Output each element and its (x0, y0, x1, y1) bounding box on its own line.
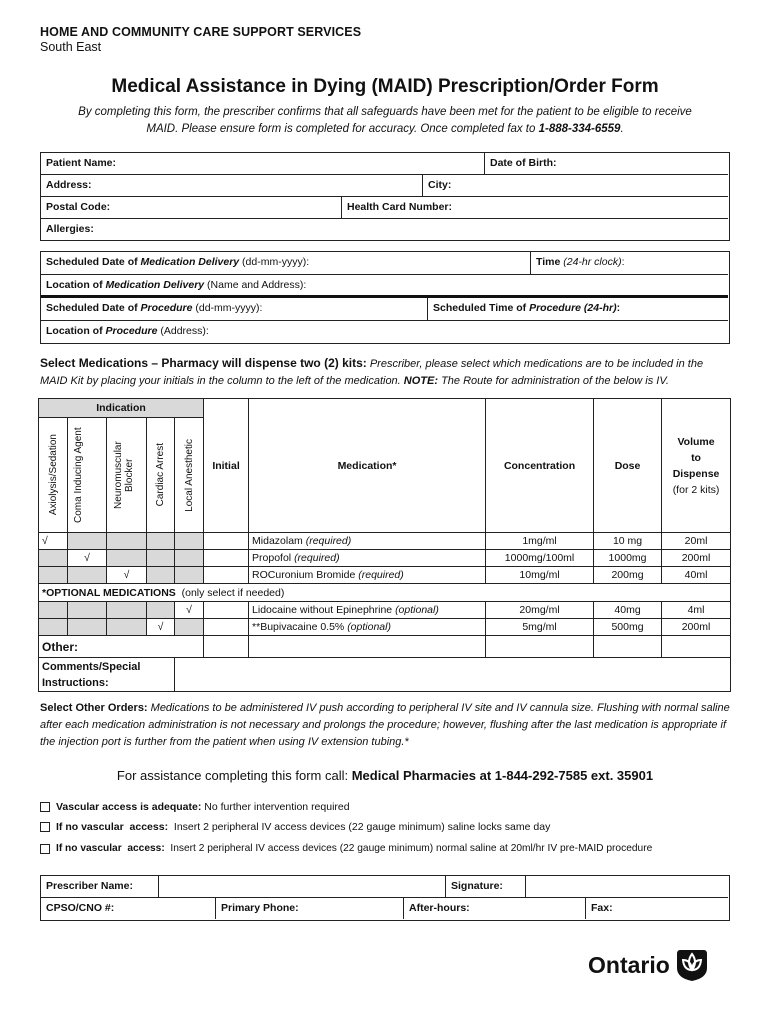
postal-code-field[interactable]: Postal Code: (41, 197, 342, 219)
indication-cell (39, 602, 68, 619)
label: For assistance completing this form call: (116, 768, 352, 783)
indication-cell (147, 533, 175, 550)
indication-cell (147, 550, 175, 567)
initial-input[interactable] (204, 533, 249, 550)
concentration: 5mg/ml (486, 619, 594, 636)
signature-label: Signature: (446, 876, 526, 898)
label: Vascular access is adequate: (56, 801, 202, 813)
label: Medication Delivery (105, 279, 205, 291)
dose: 500mg (594, 619, 662, 636)
vascular-option[interactable] (40, 843, 652, 854)
organization-name: HOME AND COMMUNITY CARE SUPPORT SERVICES (40, 25, 362, 39)
medication-row (39, 533, 731, 550)
indication-local-anesthetic: Local Anesthetic (183, 438, 195, 512)
pharmacy-contact: Medical Pharmacies at 1-844-292-7585 ext. 35901 (351, 768, 654, 783)
label: : (621, 256, 625, 268)
comments-label (39, 658, 175, 692)
medication-row (39, 550, 731, 567)
medication-name (249, 602, 486, 619)
indication-axiolysis: Axiolysis/Sedation (47, 434, 59, 516)
check-mark: √ (39, 533, 68, 550)
indication-cell (107, 602, 147, 619)
volume: 200ml (662, 619, 731, 636)
procedure-location-field[interactable] (41, 321, 728, 342)
label: (optional) (347, 621, 391, 633)
instruction-text: MAID Kit by placing your initials in the column to the left of the medication. (40, 375, 404, 387)
label: Comments/Special (42, 660, 141, 673)
initial-input[interactable] (204, 602, 249, 619)
checkbox[interactable] (40, 822, 50, 832)
indication-cell (107, 550, 147, 567)
label: (Address): (157, 325, 209, 337)
indication-neuromuscular: Neuromuscular Blocker (112, 441, 135, 509)
label: to (691, 451, 701, 464)
volume: 200ml (662, 550, 731, 567)
prescriber-name-input[interactable] (159, 876, 446, 898)
logo-text: Ontario (588, 951, 670, 978)
volume: 40ml (662, 567, 731, 584)
medication-row (39, 567, 731, 584)
label: Volume (677, 435, 715, 448)
health-card-field[interactable]: Health Card Number: (342, 197, 728, 219)
volume-header (662, 399, 731, 533)
cpso-field[interactable]: CPSO/CNO #: (41, 898, 216, 919)
medication-row (39, 602, 731, 619)
vascular-option[interactable] (40, 821, 550, 833)
indication-cell (147, 602, 175, 619)
indication-cell (39, 550, 68, 567)
label: Medication Delivery (140, 256, 240, 268)
label: If no vascular access: (56, 843, 165, 854)
indication-cardiac-arrest: Cardiac Arrest (155, 443, 166, 507)
label: (for 2 kits) (672, 483, 720, 496)
orders-text: Medications to be administered IV push according to peripheral IV site and IV cannula size. Flushing with normal saline after each medication administration is not necessary and prolongs the procedure; however, flushing after the last medication is appropriate if the injection port is further from the patient when using IV extension tubing.* (40, 702, 730, 748)
fax-number: 1-888-334-6559 (538, 123, 621, 135)
medication-name (249, 567, 486, 584)
dose: 200mg (594, 567, 662, 584)
label: Instructions: (42, 676, 109, 689)
after-hours-field[interactable]: After-hours: (404, 898, 586, 919)
volume: 4ml (662, 602, 731, 619)
delivery-location-field[interactable] (41, 275, 728, 298)
dose: 40mg (594, 602, 662, 619)
form-title: Medical Assistance in Dying (MAID) Prescription/Order Form (111, 76, 659, 97)
schedule-section (40, 251, 730, 344)
medication-name (249, 533, 486, 550)
initial-input[interactable] (204, 619, 249, 636)
label: Scheduled Time of (433, 302, 530, 314)
ontario-logo (588, 948, 708, 982)
allergies-field[interactable]: Allergies: (46, 223, 94, 235)
subtitle-punct: . (620, 123, 624, 135)
check-mark: √ (68, 550, 107, 567)
label: Lidocaine without Epinephrine (252, 604, 396, 616)
dose: 1000mg (594, 550, 662, 567)
note-label: NOTE: (403, 375, 439, 387)
label: (required) (294, 552, 340, 564)
prescriber-name-label: Prescriber Name: (41, 876, 159, 898)
label: Midazolam (252, 535, 306, 547)
label: (dd-mm-yyyy): (239, 256, 310, 268)
initial-input[interactable] (204, 550, 249, 567)
concentration: 1mg/ml (486, 533, 594, 550)
label: (required) (305, 535, 352, 547)
label: (Name and Address): (204, 279, 307, 291)
label: Insert 2 peripheral IV access devices (22 gauge minimum) normal saline at 20ml/hr IV pre-MAID procedure (164, 843, 653, 854)
indication-cell (175, 619, 204, 636)
indication-cell (68, 533, 107, 550)
comments-input[interactable] (175, 658, 731, 692)
other-volume-input[interactable] (662, 636, 731, 658)
indication-cell (107, 619, 147, 636)
checkbox[interactable] (40, 844, 50, 854)
label: Dispense (672, 467, 720, 480)
concentration: 1000mg/100ml (486, 550, 594, 567)
check-mark: √ (107, 567, 147, 584)
label: **Bupivacaine 0.5% (252, 621, 348, 633)
label: (required) (358, 569, 404, 581)
indication-header: Indication (39, 399, 204, 418)
label: (only select if needed) (175, 586, 285, 599)
subtitle-line: MAID. Please ensure form is completed for accuracy. Once completed fax to (146, 123, 539, 135)
section-heading: Select Other Orders: (40, 702, 148, 714)
indication-cell (107, 533, 147, 550)
label: (24-hr) (581, 302, 617, 314)
label: (optional) (395, 604, 439, 616)
vascular-option[interactable] (40, 801, 350, 813)
subtitle-line: By completing this form, the prescriber confirms that all safeguards have been met for the patient to be eligible to receive (78, 106, 692, 118)
volume: 20ml (662, 533, 731, 550)
label: If no vascular access: (56, 821, 169, 833)
label: Location of (46, 325, 106, 337)
optional-medications-row (39, 584, 731, 602)
primary-phone-field[interactable]: Primary Phone: (216, 898, 404, 919)
instruction-text: Prescriber, please select which medications are to be included in the (366, 358, 704, 370)
indication-cell (39, 567, 68, 584)
label: : (616, 302, 621, 314)
label: Time (536, 256, 564, 268)
patient-name-field[interactable]: Patient Name: (41, 153, 485, 175)
label: Procedure (140, 302, 193, 314)
indication-cell (68, 602, 107, 619)
other-dose-input[interactable] (594, 636, 662, 658)
label: (dd-mm-yyyy): (192, 302, 263, 314)
address-field[interactable]: Address: (41, 175, 423, 197)
concentration: 10mg/ml (486, 567, 594, 584)
label: (24-hr clock) (563, 256, 622, 268)
medication-row (39, 619, 731, 636)
label: Propofol (252, 552, 295, 564)
medication-name (249, 619, 486, 636)
initial-input[interactable] (204, 567, 249, 584)
trillium-icon (676, 948, 708, 982)
check-mark: √ (147, 619, 175, 636)
label: Procedure (529, 302, 582, 314)
indication-cell (175, 567, 204, 584)
label: Scheduled Date of (46, 302, 141, 314)
medication-name (249, 550, 486, 567)
medication-header: Medication* (249, 399, 486, 533)
form-subtitle (30, 104, 740, 138)
procedure-time-field[interactable] (428, 298, 728, 321)
check-mark: √ (175, 602, 204, 619)
city-field[interactable]: City: (423, 175, 728, 197)
other-initial-input[interactable] (204, 636, 249, 658)
patient-info-section (40, 152, 730, 241)
other-label: Other: (39, 636, 204, 658)
other-medication-input[interactable] (249, 636, 486, 658)
prescriber-section (40, 875, 730, 921)
indication-cell (68, 619, 107, 636)
label: Location of (46, 279, 106, 291)
region-name: South East (40, 40, 102, 54)
label: Scheduled Date of (46, 256, 141, 268)
other-concentration-input[interactable] (486, 636, 594, 658)
label: No further intervention required (201, 801, 350, 813)
label: *OPTIONAL MEDICATIONS (42, 586, 176, 599)
fax-field[interactable]: Fax: (591, 902, 613, 914)
dose-header: Dose (594, 399, 662, 533)
indication-cell (175, 550, 204, 567)
procedure-date-field[interactable] (41, 298, 428, 321)
delivery-time-field[interactable] (531, 252, 728, 275)
initial-header: Initial (204, 399, 249, 533)
delivery-date-field[interactable] (41, 252, 531, 275)
assistance-line (0, 768, 770, 783)
signature-input[interactable] (526, 876, 728, 898)
indication-cell (39, 619, 68, 636)
section-heading: Select Medications – Pharmacy will dispense two (2) kits: (40, 356, 367, 370)
indication-cell (68, 567, 107, 584)
indication-cell (175, 533, 204, 550)
select-medications-instructions (40, 355, 730, 390)
instruction-text: The Route for administration of the below is IV. (438, 375, 669, 387)
medication-table (38, 398, 731, 692)
dose: 10 mg (594, 533, 662, 550)
checkbox[interactable] (40, 802, 50, 812)
dob-field[interactable]: Date of Birth: (485, 153, 728, 175)
concentration-header: Concentration (486, 399, 594, 533)
indication-cell (147, 567, 175, 584)
other-orders (40, 700, 735, 751)
label: Insert 2 peripheral IV access devices (22 gauge minimum) saline locks same day (168, 821, 551, 833)
label: ROCuronium Bromide (252, 569, 359, 581)
label: Procedure (105, 325, 158, 337)
concentration: 20mg/ml (486, 602, 594, 619)
indication-coma-inducing: Coma Inducing Agent (73, 427, 84, 523)
